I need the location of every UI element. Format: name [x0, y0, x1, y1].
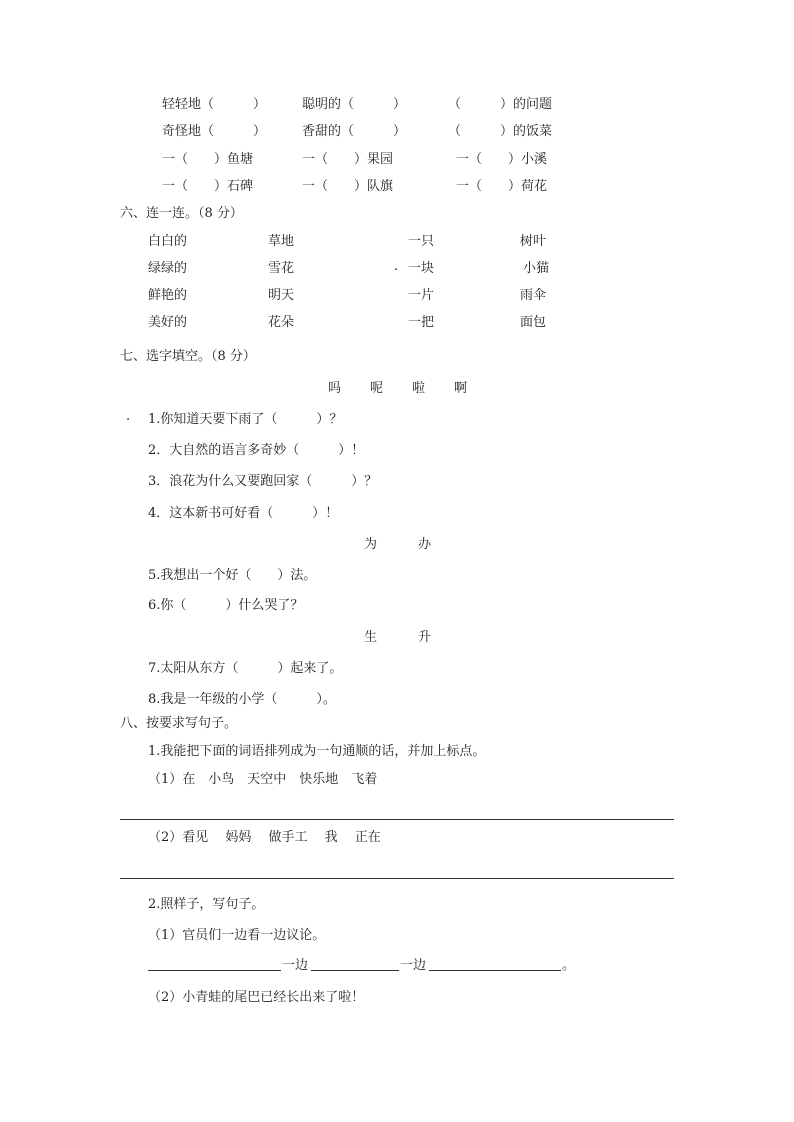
match-word: 一把	[408, 315, 435, 330]
choice-char: 办	[418, 537, 432, 552]
q2-sub2: （2）小青蛙的尾巴已经长出来了啦！	[148, 990, 365, 1005]
match-word: 绿绿的	[148, 261, 188, 276]
q1-sub2: （2）看见 妈妈 做手工 我 正在	[148, 830, 381, 845]
match-word: 小猫	[523, 261, 550, 276]
fill-item: 轻轻地（ ）	[162, 97, 267, 112]
question-item: 4．这本新书可好看（ ）！	[148, 506, 339, 521]
section-8-title: 八、按要求写句子。	[120, 716, 238, 731]
fill-item: （ ）的问题	[448, 97, 553, 112]
match-word: 雪花	[268, 261, 295, 276]
fill-item: 一（ ）鱼塘	[162, 152, 254, 167]
question-item: 7.太阳从东方（ ）起来了。	[148, 661, 343, 676]
fill-item: 奇怪地（ ）	[162, 124, 267, 139]
question-item: 1.你知道天要下雨了（ ）？	[148, 412, 343, 427]
choice-char: 吗	[328, 381, 342, 396]
match-word: 白白的	[148, 234, 188, 249]
fill-item: 香甜的（ ）	[302, 124, 407, 139]
q2-sub1: （1）官员们一边看一边议论。	[148, 928, 326, 943]
answer-line[interactable]	[120, 819, 674, 820]
answer-line[interactable]	[120, 878, 674, 879]
blank-line[interactable]	[148, 970, 281, 971]
stray-dot: .	[394, 259, 399, 274]
fill-item: （ ）的饭菜	[448, 124, 553, 139]
choice-char: 为	[364, 537, 378, 552]
fill-item: 一（ ）果园	[302, 152, 394, 167]
question-item: 8.我是一年级的小学（ ）。	[148, 692, 336, 707]
q1-sub1: （1）在 小鸟 天空中 快乐地 飞着	[148, 772, 378, 787]
stray-mark: .	[126, 409, 131, 424]
pattern-word: 一边	[282, 958, 309, 973]
pattern-end: 。	[562, 958, 576, 973]
question-item: 2．大自然的语言多奇妙（ ）！	[148, 443, 365, 458]
question-item: 6.你（ ）什么哭了？	[148, 598, 304, 613]
choice-char: 升	[418, 630, 432, 645]
fill-item: 一（ ）荷花	[456, 179, 548, 194]
section-7-title: 七、选字填空。（8 分）	[120, 349, 256, 364]
match-word: 雨伞	[520, 288, 547, 303]
choice-char: 生	[364, 630, 378, 645]
match-word: 鲜艳的	[148, 288, 188, 303]
section-6-title: 六、连一连。（8 分）	[120, 206, 243, 221]
question-item: 5.我想出一个好（ ）法。	[148, 568, 317, 583]
match-word: 一只	[408, 234, 435, 249]
match-word: 美好的	[148, 315, 188, 330]
fill-item: 一（ ）小溪	[456, 152, 548, 167]
match-word: 一片	[408, 288, 435, 303]
fill-item: 聪明的（ ）	[302, 97, 407, 112]
match-word: 一块	[408, 261, 435, 276]
fill-item: 一（ ）石碑	[162, 179, 254, 194]
match-word: 树叶	[520, 234, 547, 249]
choice-char: 啦	[412, 381, 426, 396]
q1-prompt: 1.我能把下面的词语排列成为一句通顺的话，并加上标点。	[148, 744, 486, 759]
choice-char: 啊	[454, 381, 468, 396]
blank-line[interactable]	[311, 970, 399, 971]
pattern-word: 一边	[400, 958, 427, 973]
fill-item: 一（ ）队旗	[302, 179, 394, 194]
match-word: 草地	[268, 234, 295, 249]
match-word: 花朵	[268, 315, 295, 330]
blank-line[interactable]	[429, 970, 561, 971]
match-word: 面包	[520, 315, 547, 330]
q2-prompt: 2.照样子，写句子。	[148, 897, 265, 912]
match-word: 明天	[268, 288, 295, 303]
choice-char: 呢	[370, 381, 384, 396]
question-item: 3．浪花为什么又要跑回家（ ）？	[148, 474, 378, 489]
